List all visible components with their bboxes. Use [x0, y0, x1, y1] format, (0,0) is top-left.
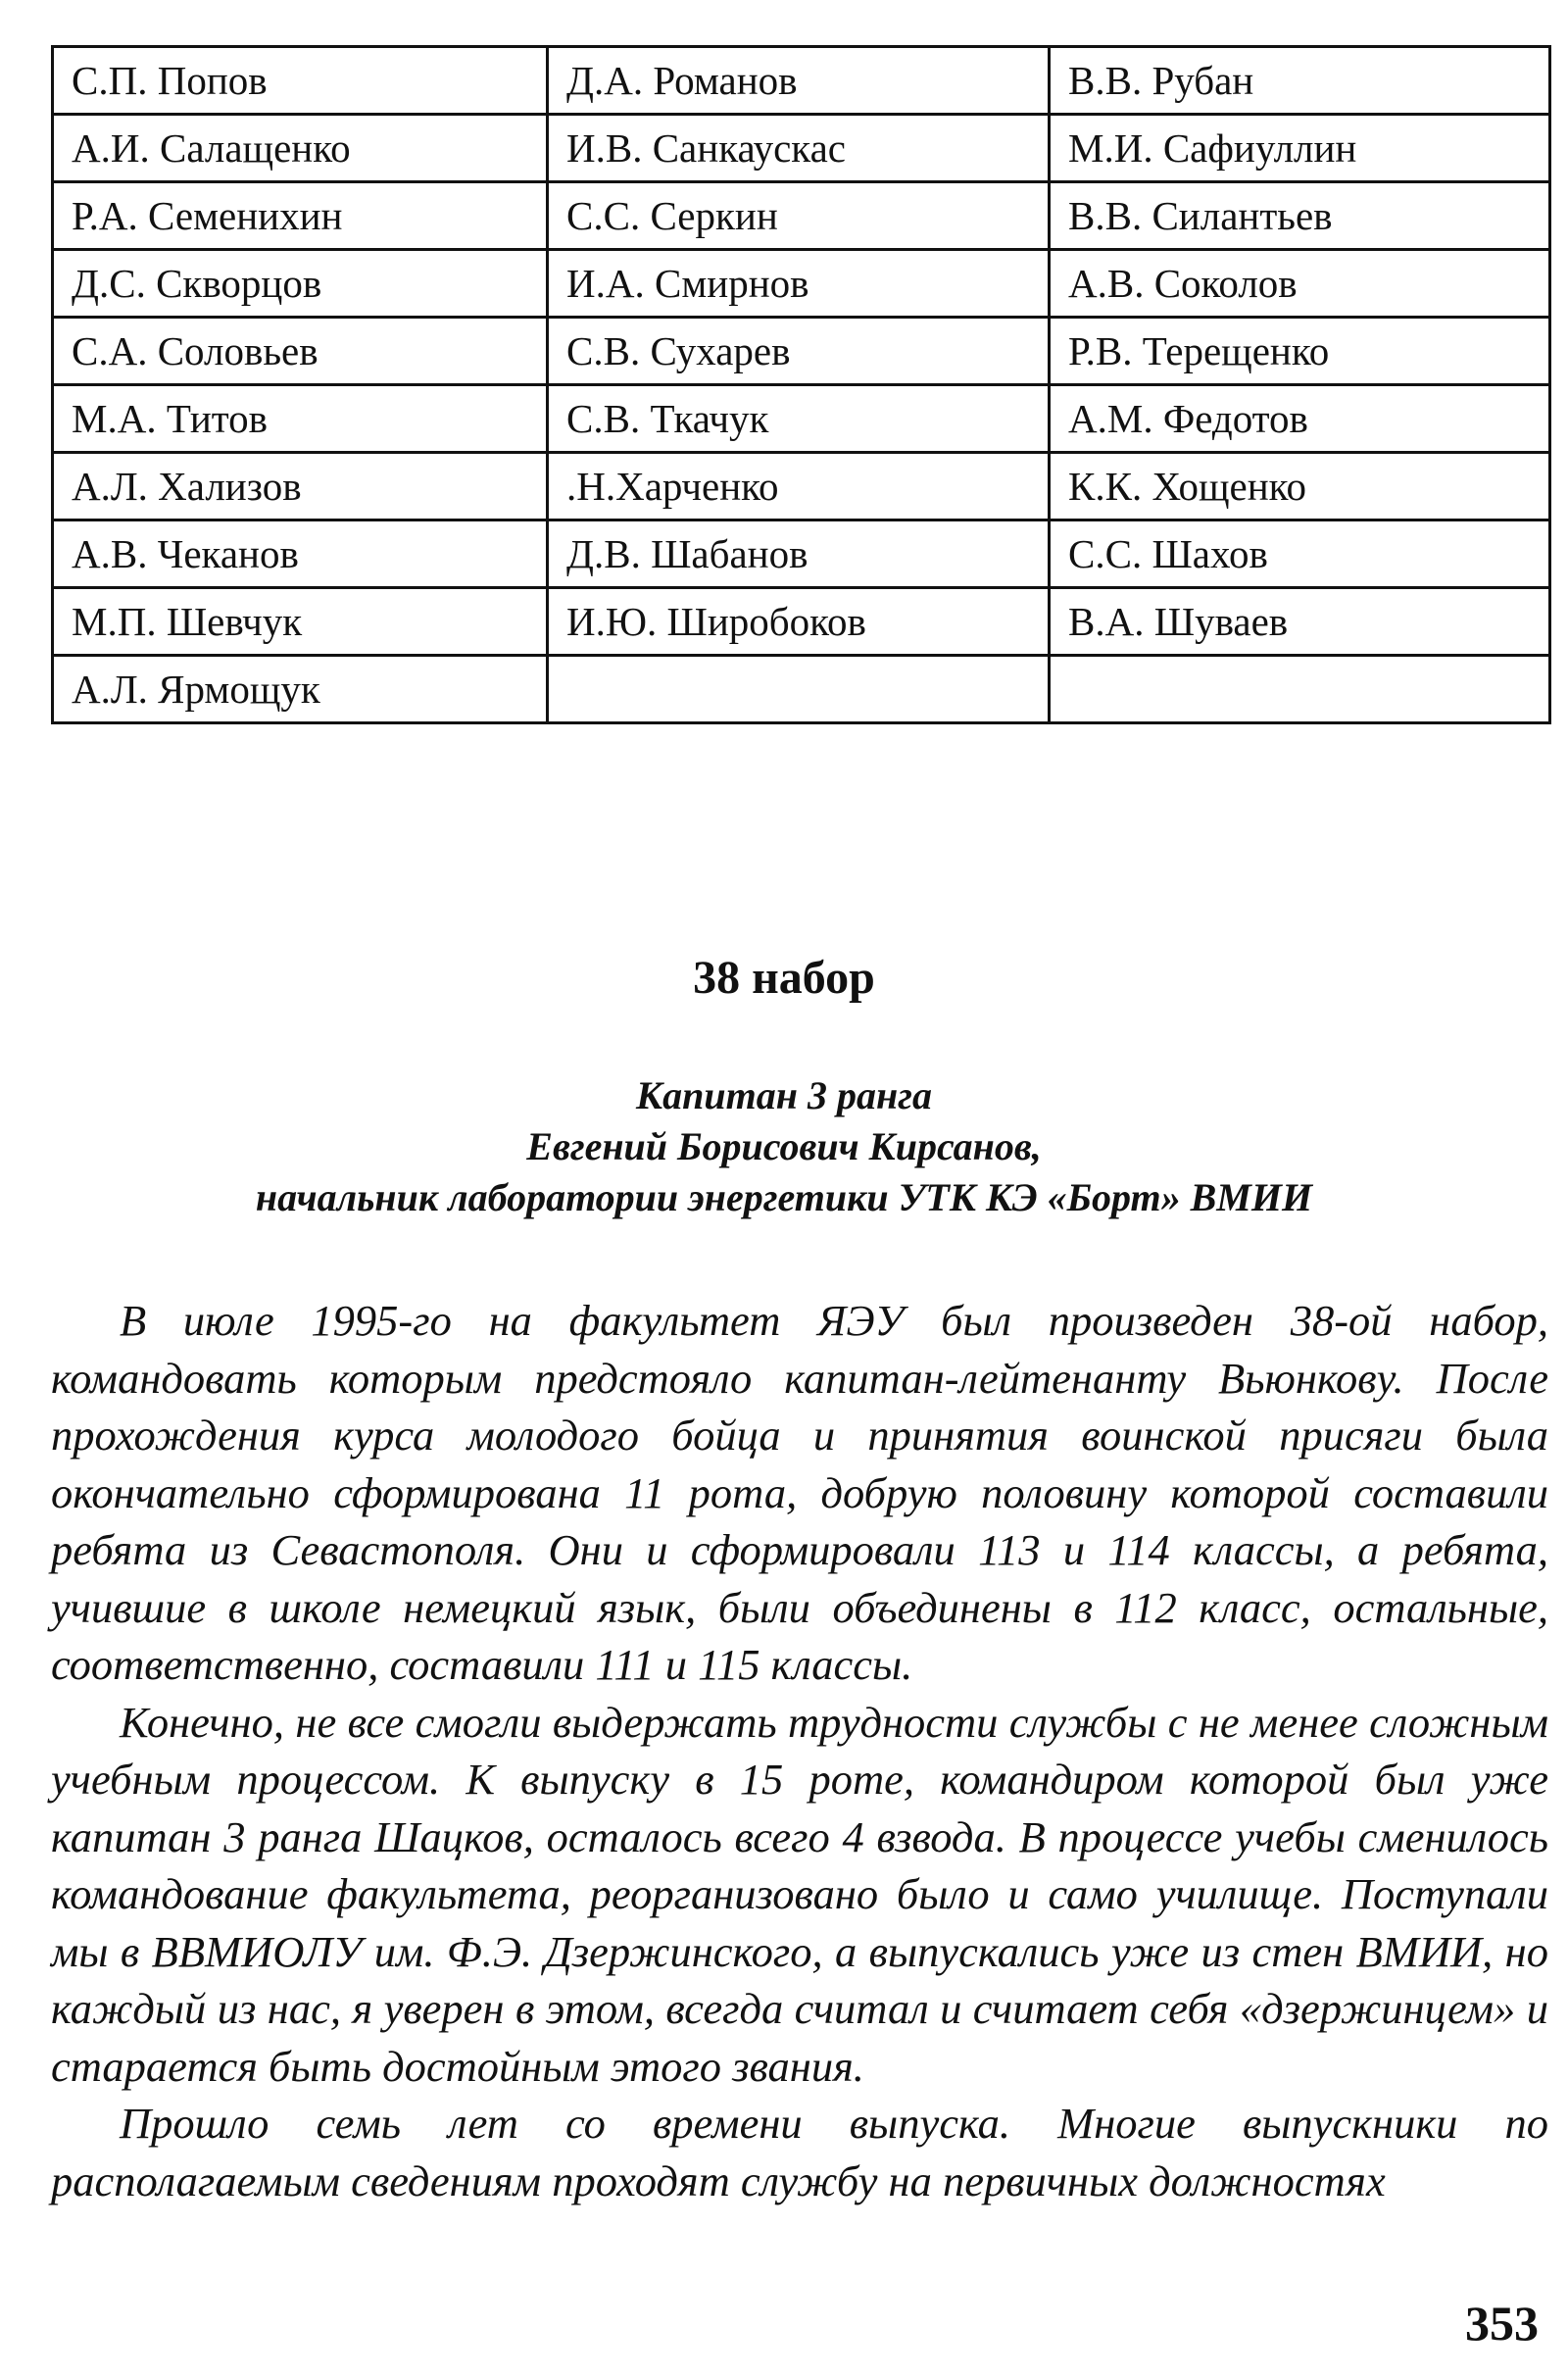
- body-text: [51, 1292, 1548, 2209]
- table-row: [53, 588, 1550, 656]
- table-cell: С.А. Соловьев: [53, 318, 548, 385]
- table-cell: И.А. Смирнов: [548, 250, 1050, 318]
- table-cell: И.Ю. Широбоков: [548, 588, 1050, 656]
- author-position: начальник лаборатории энергетики УТК КЭ «Борт» ВМИИ: [255, 1175, 1313, 1219]
- section-heading: 38 набор: [693, 952, 875, 1004]
- table-cell: Р.А. Семенихин: [53, 182, 548, 250]
- table-row: [53, 520, 1550, 588]
- table-row: [53, 318, 1550, 385]
- author-rank: Капитан 3 ранга: [636, 1073, 932, 1117]
- author-block: [0, 1070, 1568, 1223]
- table-cell: С.В. Сухарев: [548, 318, 1050, 385]
- table-cell: Д.С. Скворцов: [53, 250, 548, 318]
- table-row: [53, 250, 1550, 318]
- table-cell: Р.В. Терещенко: [1050, 318, 1550, 385]
- table-cell: Д.В. Шабанов: [548, 520, 1050, 588]
- table-row: [53, 115, 1550, 182]
- table-cell: А.В. Соколов: [1050, 250, 1550, 318]
- table-cell: И.В. Санкаускас: [548, 115, 1050, 182]
- table-cell: .Н.Харченко: [548, 453, 1050, 520]
- paragraph: Конечно, не все смогли выдержать трудности службы с не менее сложным учебным процессом. К выпуску в 15 роте, командиром которой был уже капитан 3 ранга Шацков, осталось всего 4 взвода. В процессе учебы сменилось командование факультета, реорганизовано было и само училище. Поступали мы в ВВМИОЛУ им. Ф.Э. Дзержинского, а выпускались уже из стен ВМИИ, но каждый из нас, я уверен в этом, всегда считал и считает себя «дзержинцем» и старается быть достойным этого звания.: [51, 1697, 1548, 2091]
- table-row: [53, 453, 1550, 520]
- table-cell: А.И. Салащенко: [53, 115, 548, 182]
- table-row: [53, 385, 1550, 453]
- table-cell: [548, 656, 1050, 723]
- table-cell: [1050, 656, 1550, 723]
- table-cell: А.Л. Ярмощук: [53, 656, 548, 723]
- table-cell: С.В. Ткачук: [548, 385, 1050, 453]
- table-cell: М.П. Шевчук: [53, 588, 548, 656]
- table-cell: М.И. Сафиуллин: [1050, 115, 1550, 182]
- table-cell: Д.А. Романов: [548, 47, 1050, 115]
- names-table: [51, 45, 1551, 724]
- table-cell: С.С. Серкин: [548, 182, 1050, 250]
- names-table-body: [53, 47, 1550, 723]
- author-name: Евгений Борисович Кирсанов,: [526, 1124, 1042, 1168]
- table-cell: С.П. Попов: [53, 47, 548, 115]
- table-row: [53, 47, 1550, 115]
- paragraph: Прошло семь лет со времени выпуска. Многие выпускники по располагаемым сведениям проходят службу на первичных должностях: [51, 2099, 1548, 2205]
- page-number: 353: [1465, 2296, 1539, 2351]
- table-cell: В.А. Шуваев: [1050, 588, 1550, 656]
- table-cell: М.А. Титов: [53, 385, 548, 453]
- table-cell: А.Л. Хализов: [53, 453, 548, 520]
- table-cell: А.М. Федотов: [1050, 385, 1550, 453]
- table-cell: С.С. Шахов: [1050, 520, 1550, 588]
- table-cell: А.В. Чеканов: [53, 520, 548, 588]
- paragraph: В июле 1995-го на факультет ЯЭУ был произведен 38-ой набор, командовать которым предстояло капитан-лейтенанту Вьюнкову. После прохождения курса молодого бойца и принятия воинской присяги была окончательно сформирована 11 рота, добрую половину которой составили ребята из Севастополя. Они и сформировали 113 и 114 классы, а ребята, учившие в школе немецкий язык, были объединены в 112 класс, остальные, соответственно, составили 111 и 115 классы.: [51, 1296, 1548, 1689]
- table-row: [53, 656, 1550, 723]
- table-cell: К.К. Хощенко: [1050, 453, 1550, 520]
- table-cell: В.В. Рубан: [1050, 47, 1550, 115]
- table-row: [53, 182, 1550, 250]
- table-cell: В.В. Силантьев: [1050, 182, 1550, 250]
